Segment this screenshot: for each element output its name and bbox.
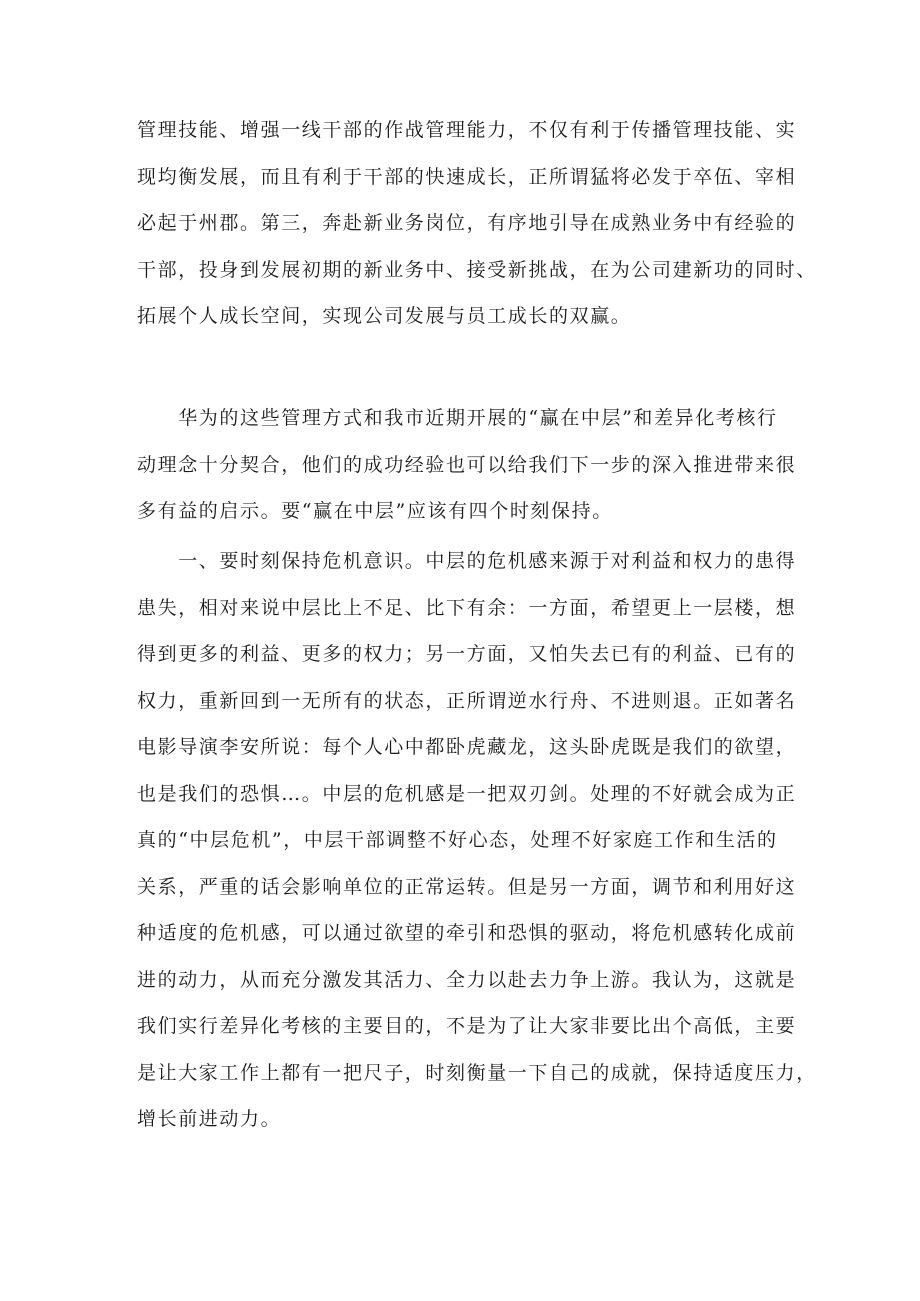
paragraph-1 bbox=[137, 107, 817, 340]
text-line: 种适度的危机感，可以通过欲望的牵引和恐惧的驱动，将危机感转化成前 bbox=[137, 922, 797, 944]
text-line: 也是我们的恐惧…。中层的危机感是一把双刃剑。处理的不好就会成为正 bbox=[137, 782, 797, 805]
paragraph-3 bbox=[137, 538, 817, 1143]
text-line: 权力，重新回到一无所有的状态，正所谓逆水行舟、不进则退。正如著名 bbox=[137, 689, 797, 712]
text-line: 得到更多的利益、更多的权力；另一方面，又怕失去已有的利益、已有的 bbox=[137, 643, 797, 665]
text-line: 必起于州郡。第三，奔赴新业务岗位，有序地引导在成熟业务中有经验的 bbox=[137, 212, 797, 234]
text-line: 真的“中层危机”，中层干部调整不好心态，处理不好家庭工作和生活的 bbox=[137, 829, 778, 851]
paragraph-2 bbox=[137, 395, 797, 535]
text-line: 多有益的启示。要“赢在中层”应该有四个时刻保持。 bbox=[137, 500, 613, 522]
text-line: 现均衡发展，而且有利于干部的快速成长，正所谓猛将必发于卒伍、宰相 bbox=[137, 165, 797, 188]
text-line: 华为的这些管理方式和我市近期开展的“赢在中层”和差异化考核行 bbox=[137, 407, 778, 429]
text-line: 电影导演李安所说：每个人心中都卧虎藏龙，这头卧虎既是我们的欲望， bbox=[137, 736, 797, 758]
text-line: 管理技能、增强一线干部的作战管理能力，不仅有利于传播管理技能、实 bbox=[137, 119, 797, 141]
text-line: 关系，严重的话会影响单位的正常运转。但是另一方面，调节和利用好这 bbox=[137, 875, 797, 898]
text-line: 拓展个人成长空间，实现公司发展与员工成长的双赢。 bbox=[137, 305, 632, 327]
text-line: 患失，相对来说中层比上不足、比下有余：一方面，希望更上一层楼，想 bbox=[137, 596, 797, 619]
text-line: 我们实行差异化考核的主要目的，不是为了让大家非要比出个高低，主要 bbox=[137, 1015, 797, 1037]
text-line: 一、要时刻保持危机意识。中层的危机感来源于对利益和权力的患得 bbox=[137, 550, 797, 572]
text-line: 进的动力，从而充分激发其活力、全力以赴去力争上游。我认为，这就是 bbox=[137, 968, 797, 991]
text-line: 干部，投身到发展初期的新业务中、接受新挑战，在为公司建新功的同时、 bbox=[137, 258, 817, 281]
text-line: 动理念十分契合，他们的成功经验也可以给我们下一步的深入推进带来很 bbox=[137, 453, 797, 476]
text-line: 是让大家工作上都有一把尺子，时刻衡量一下自己的成就，保持适度压力， bbox=[137, 1061, 817, 1084]
text-line: 增长前进动力。 bbox=[137, 1108, 282, 1130]
